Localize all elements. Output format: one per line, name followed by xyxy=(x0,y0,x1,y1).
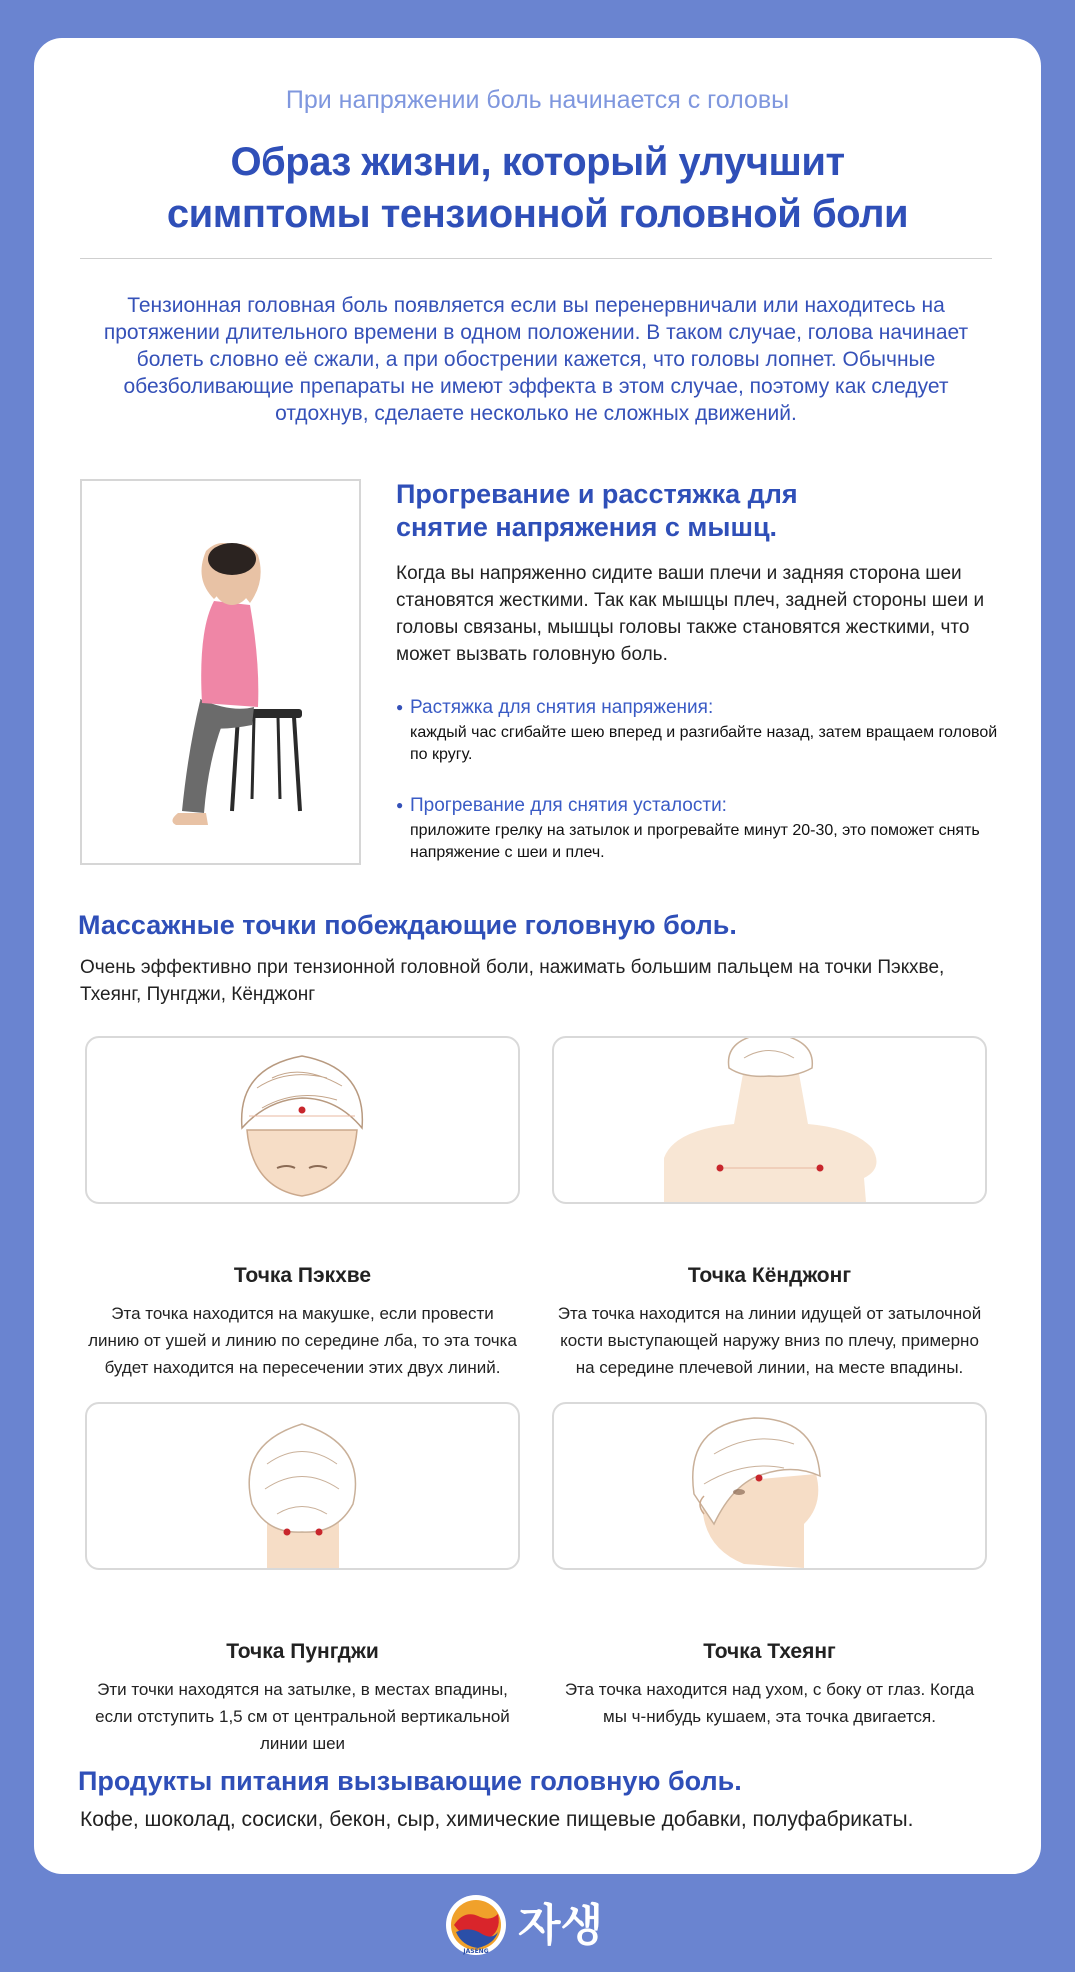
bullet-item xyxy=(396,794,1006,864)
shoulders-back-illustration xyxy=(554,1038,985,1202)
head-profile-illustration xyxy=(554,1404,985,1568)
bullet-text: каждый час сгибайте шею вперед и разгибайте назад, затем вращаем головой по кругу. xyxy=(410,724,998,763)
point-desc-kyonjong: Эта точка находится на линии идущей от затылочной кости выступающей наружу вниз по плечу, примерно на середине плечевой линии, на месте впадины. xyxy=(557,1304,982,1377)
bullet-text: приложите грелку на затылок и прогревайте минут 20-30, это поможет снять напряжение с шеи и плеч. xyxy=(410,822,980,861)
bullet-dot-icon: ● xyxy=(396,700,404,714)
point-name-pungdzhi: Точка Пунгджи xyxy=(226,1640,379,1663)
page-subtitle: При напряжении боль начинается с головы xyxy=(285,86,790,114)
tkheyang-marker xyxy=(756,1475,763,1482)
jaseng-logo xyxy=(446,1892,646,1958)
bullet-title: Растяжка для снятия напряжения: xyxy=(410,697,714,718)
stretch-section xyxy=(396,478,1006,864)
logo-wordmark: 자생 xyxy=(518,1900,604,1951)
page-title xyxy=(34,136,1041,240)
intro-paragraph: Тензионная головная боль появляется если вы перенервничали или находитесь на протяжении длительного времени в одном положении. В таком случае, голова начинает болеть словно её сжали, а при обострении кажется, что головы лопнет. Обычные обезболивающие препараты не имеют эффекта в этом случае, поэтому как следует отдохнув, сделаете несколько не сложных движений. xyxy=(103,294,969,425)
jaseng-logo-mark xyxy=(446,1892,646,1958)
pekhve-marker xyxy=(299,1107,306,1114)
point-image-pekhve xyxy=(85,1036,520,1204)
massage-title: Массажные точки побеждающие головную боль. xyxy=(78,910,737,940)
foods-text: Кофе, шоколад, сосиски, бекон, сыр, химические пищевые добавки, полуфабрикаты. xyxy=(80,1808,914,1831)
point-desc-tkheyang: Эта точка находится над ухом, с боку от глаз. Когда мы ч-нибудь кушаем, эта точка двигается. xyxy=(564,1680,975,1726)
logo-emblem-text: JASENG xyxy=(463,1948,489,1955)
head-top-illustration xyxy=(87,1038,518,1202)
content-card xyxy=(34,38,1041,1874)
point-image-kyonjong xyxy=(552,1036,987,1204)
kyonjong-marker-left xyxy=(717,1165,724,1172)
stretch-paragraph: Когда вы напряженно сидите ваши плечи и задняя сторона шеи становятся жесткими. Так как мышцы плеч, задней стороны шеи и головы связаны, мышцы головы также становятся жесткими, что может вызвать головную боль. xyxy=(396,563,985,665)
point-name-pekhve: Точка Пэкхве xyxy=(233,1264,372,1287)
stretch-title-line-2: снятие напряжения с мышц. xyxy=(396,512,778,542)
massage-intro: Очень эффективно при тензионной головной боли, нажимать большим пальцем на точки Пэкхве, Тхеянг, Пунгджи, Кёнджонг xyxy=(80,957,945,1005)
point-name-kyonjong: Точка Кёнджонг xyxy=(687,1264,852,1287)
divider xyxy=(80,258,992,259)
head-back-illustration xyxy=(87,1404,518,1568)
pungdzhi-marker-left xyxy=(284,1529,291,1536)
bullet-dot-icon: ● xyxy=(396,798,404,812)
point-name-tkheyang: Точка Тхеянг xyxy=(703,1640,836,1663)
point-desc-pungdzhi: Эти точки находятся на затылке, в местах впадины, если отступить 1,5 см от центральной вертикальной линии шеи xyxy=(95,1680,510,1753)
point-image-tkheyang xyxy=(552,1402,987,1570)
bullet-item xyxy=(396,696,1006,766)
foods-title: Продукты питания вызывающие головную боль. xyxy=(78,1766,742,1796)
pungdzhi-marker-right xyxy=(316,1529,323,1536)
stretch-title xyxy=(396,478,1006,544)
page-title-line-1: Образ жизни, который улучшит xyxy=(230,140,845,184)
stretch-photo xyxy=(80,479,361,865)
stretch-title-line-1: Прогревание и расстяжка для xyxy=(396,479,798,509)
bullet-title: Прогревание для снятия усталости: xyxy=(410,795,727,816)
woman-stretching-illustration xyxy=(82,481,359,863)
kyonjong-marker-right xyxy=(817,1165,824,1172)
page-title-line-2: симптомы тензионной головной боли xyxy=(166,192,909,236)
point-image-pungdzhi xyxy=(85,1402,520,1570)
point-desc-pekhve: Эта точка находится на макушке, если провести линию от ушей и линию по середине лба, то эта точка будет находится на пересечении этих двух линий. xyxy=(88,1304,517,1377)
